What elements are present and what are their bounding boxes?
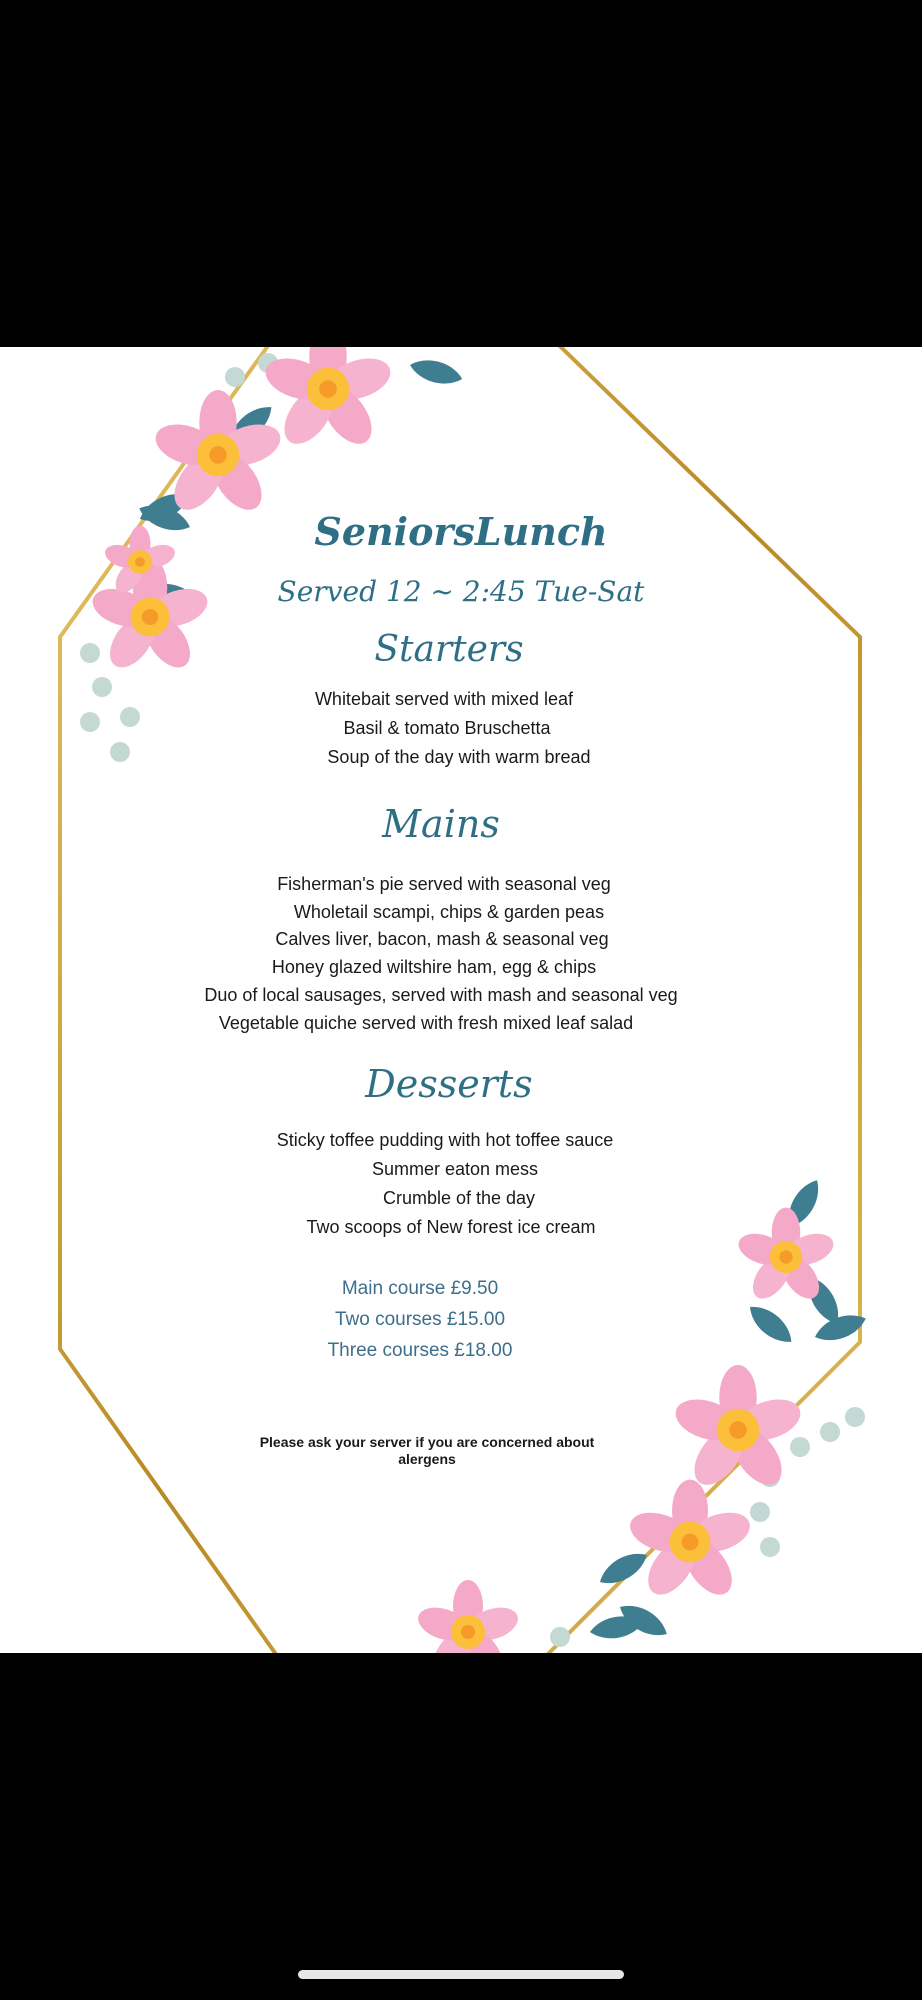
allergen-note: Please ask your server if you are concerned about	[259, 1434, 595, 1450]
allergen-note: alergens	[398, 1451, 456, 1467]
desserts-heading: Desserts	[365, 1062, 533, 1106]
price-three-courses: Three courses £18.00	[327, 1340, 513, 1361]
price-two-courses: Two courses £15.00	[334, 1309, 506, 1330]
main-item: Honey glazed wiltshire ham, egg & chips	[271, 957, 597, 977]
dessert-item: Crumble of the day	[382, 1188, 536, 1208]
service-times: Served 12 ~ 2:45 Tue-Sat	[277, 575, 645, 608]
menu-card	[0, 347, 922, 1653]
starter-item: Whitebait served with mixed leaf	[314, 689, 574, 709]
main-item: Vegetable quiche served with fresh mixed leaf salad	[218, 1013, 634, 1033]
starter-item: Soup of the day with warm bread	[327, 747, 591, 767]
starters-heading: Starters	[374, 629, 524, 670]
dessert-item: Two scoops of New forest ice cream	[306, 1217, 596, 1237]
main-item: Fisherman's pie served with seasonal veg	[277, 874, 611, 894]
menu-title: SeniorsLunch	[314, 509, 608, 554]
dessert-item: Sticky toffee pudding with hot toffee sauce	[276, 1130, 614, 1150]
main-item: Duo of local sausages, served with mash and seasonal veg	[204, 985, 678, 1005]
main-item: Wholetail scampi, chips & garden peas	[293, 902, 605, 922]
dessert-item: Summer eaton mess	[371, 1159, 539, 1179]
starter-item: Basil & tomato Bruschetta	[343, 718, 551, 738]
home-indicator[interactable]	[298, 1970, 624, 1979]
bottom-right-flower-cluster	[414, 1175, 869, 1653]
mains-heading: Mains	[382, 802, 500, 846]
main-item: Calves liver, bacon, mash & seasonal veg	[275, 929, 609, 949]
price-main-course: Main course £9.50	[341, 1278, 499, 1299]
